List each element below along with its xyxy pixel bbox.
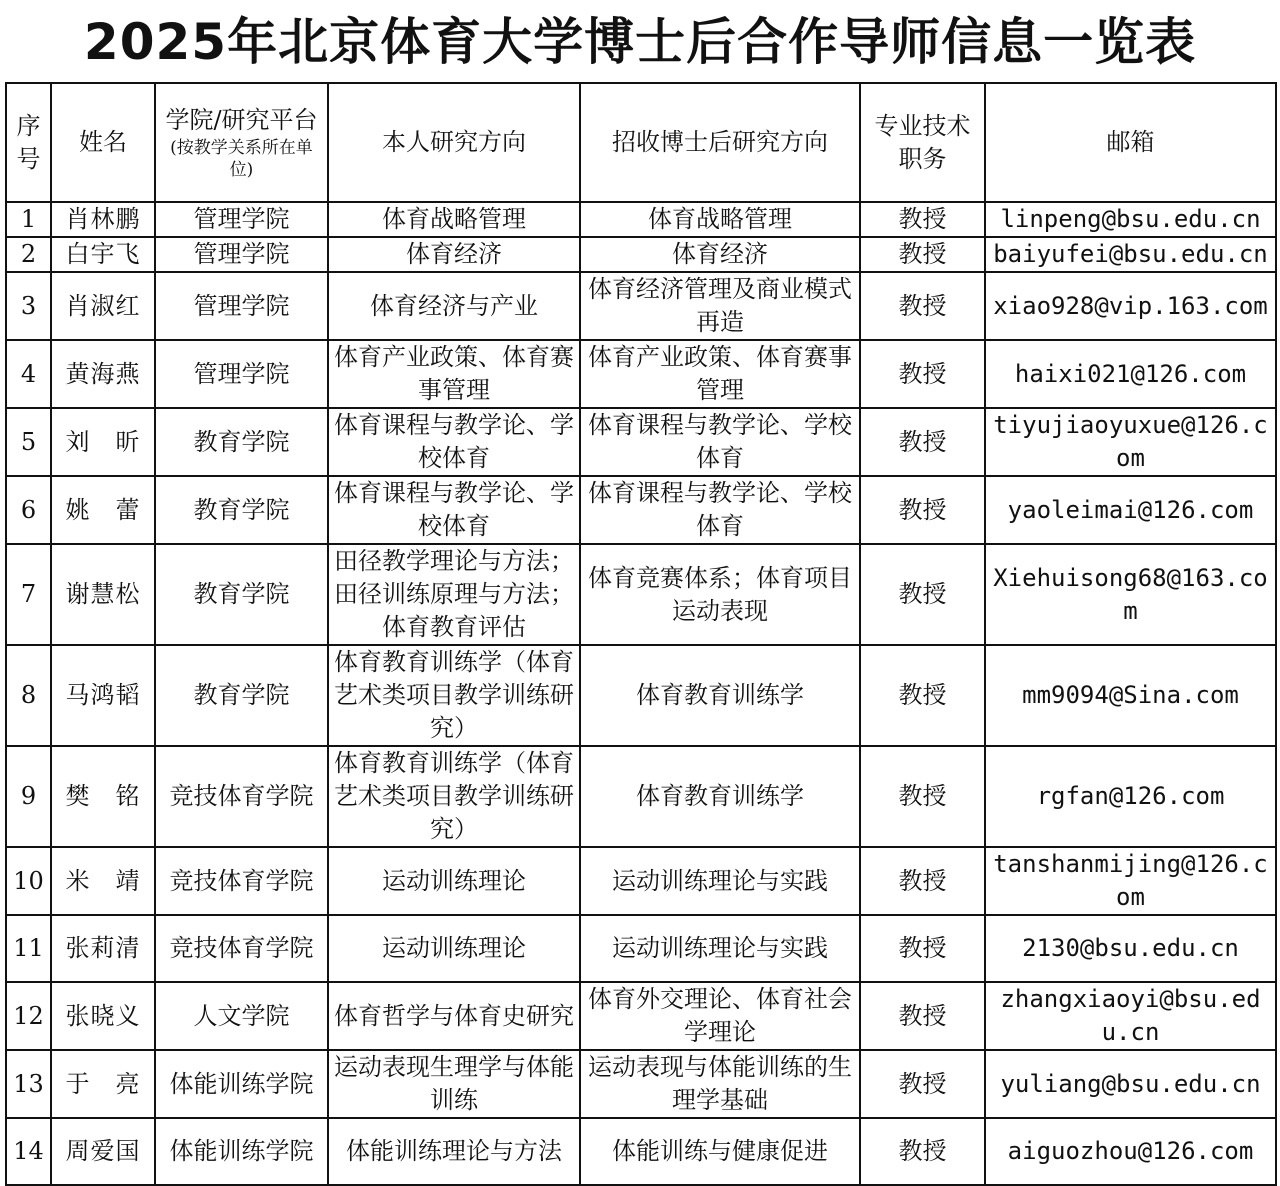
research-cell: 运动训练理论 [328,915,580,982]
name-cell: 于 亮 [51,1050,155,1118]
college-cell: 竞技体育学院 [155,847,328,915]
page-title: 2025年北京体育大学博士后合作导师信息一览表 [83,13,1197,71]
research-cell: 体育战略管理 [328,202,580,237]
research-cell: 田径教学理论与方法；田径训练原理与方法；体育教育评估 [328,544,580,645]
header-name: 姓名 [51,83,155,202]
index-cell: 7 [6,544,51,645]
index-cell: 2 [6,237,51,272]
college-cell: 教育学院 [155,544,328,645]
table-header-row [6,83,1276,202]
title-cell: 教授 [860,746,985,847]
name-cell: 周爱国 [51,1118,155,1185]
recruit-cell: 体育战略管理 [580,202,860,237]
research-cell: 体育课程与教学论、学校体育 [328,476,580,544]
college-cell: 教育学院 [155,408,328,476]
table-body [6,202,1276,1185]
index-cell: 11 [6,915,51,982]
recruit-cell: 体育经济 [580,237,860,272]
index-cell: 13 [6,1050,51,1118]
research-cell: 运动训练理论 [328,847,580,915]
college-cell: 教育学院 [155,645,328,746]
table-row [6,746,1276,847]
table-row [6,915,1276,982]
title-cell: 教授 [860,237,985,272]
header-college-note: (按教学关系所在单位) [170,138,313,180]
index-cell: 3 [6,272,51,340]
email-cell[interactable]: 2130@bsu.edu.cn [985,915,1276,982]
email-cell[interactable]: yuliang@bsu.edu.cn [985,1050,1276,1118]
recruit-cell: 体育经济管理及商业模式再造 [580,272,860,340]
research-cell: 体能训练理论与方法 [328,1118,580,1185]
header-title: 专业技术职务 [860,83,985,202]
recruit-cell: 运动训练理论与实践 [580,847,860,915]
college-cell: 竞技体育学院 [155,915,328,982]
college-cell: 管理学院 [155,272,328,340]
header-college-label: 学院/研究平台 [165,106,318,134]
research-cell: 体育哲学与体育史研究 [328,982,580,1050]
college-cell: 体能训练学院 [155,1050,328,1118]
recruit-cell: 体育教育训练学 [580,645,860,746]
email-cell[interactable]: mm9094@Sina.com [985,645,1276,746]
recruit-cell: 体育产业政策、体育赛事管理 [580,340,860,408]
research-cell: 体育产业政策、体育赛事管理 [328,340,580,408]
table-row [6,340,1276,408]
college-cell: 人文学院 [155,982,328,1050]
table-row [6,847,1276,915]
recruit-cell: 运动表现与体能训练的生理学基础 [580,1050,860,1118]
recruit-cell: 体能训练与健康促进 [580,1118,860,1185]
name-cell: 谢慧松 [51,544,155,645]
table-row [6,1118,1276,1185]
header-index: 序号 [6,83,51,202]
college-cell: 管理学院 [155,237,328,272]
title-cell: 教授 [860,1118,985,1185]
table-row [6,237,1276,272]
index-cell: 14 [6,1118,51,1185]
name-cell: 刘 昕 [51,408,155,476]
email-cell[interactable]: rgfan@126.com [985,746,1276,847]
email-cell[interactable]: aiguozhou@126.com [985,1118,1276,1185]
header-recruit: 招收博士后研究方向 [580,83,860,202]
title-cell: 教授 [860,915,985,982]
name-cell: 肖淑红 [51,272,155,340]
index-cell: 4 [6,340,51,408]
header-college [155,83,328,202]
recruit-cell: 运动训练理论与实践 [580,915,860,982]
name-cell: 张莉清 [51,915,155,982]
index-cell: 1 [6,202,51,237]
recruit-cell: 体育课程与教学论、学校体育 [580,408,860,476]
name-cell: 姚 蕾 [51,476,155,544]
index-cell: 8 [6,645,51,746]
name-cell: 樊 铭 [51,746,155,847]
email-cell[interactable]: tiyujiaoyuxue@126.com [985,408,1276,476]
table-row [6,1050,1276,1118]
title-cell: 教授 [860,847,985,915]
table-row [6,476,1276,544]
email-cell[interactable]: baiyufei@bsu.edu.cn [985,237,1276,272]
email-cell[interactable]: haixi021@126.com [985,340,1276,408]
recruit-cell: 体育教育训练学 [580,746,860,847]
index-cell: 9 [6,746,51,847]
email-cell[interactable]: yaoleimai@126.com [985,476,1276,544]
index-cell: 6 [6,476,51,544]
research-cell: 体育经济与产业 [328,272,580,340]
research-cell: 运动表现生理学与体能训练 [328,1050,580,1118]
title-cell: 教授 [860,476,985,544]
email-cell[interactable]: linpeng@bsu.edu.cn [985,202,1276,237]
title-cell: 教授 [860,982,985,1050]
name-cell: 肖林鹏 [51,202,155,237]
research-cell: 体育经济 [328,237,580,272]
name-cell: 黄海燕 [51,340,155,408]
research-cell: 体育课程与教学论、学校体育 [328,408,580,476]
recruit-cell: 体育课程与教学论、学校体育 [580,476,860,544]
table-row [6,645,1276,746]
title-cell: 教授 [860,544,985,645]
email-cell[interactable]: xiao928@vip.163.com [985,272,1276,340]
email-cell[interactable]: zhangxiaoyi@bsu.edu.cn [985,982,1276,1050]
college-cell: 竞技体育学院 [155,746,328,847]
index-cell: 5 [6,408,51,476]
table-row [6,408,1276,476]
research-cell: 体育教育训练学（体育艺术类项目教学训练研究） [328,645,580,746]
title-cell: 教授 [860,272,985,340]
header-email: 邮箱 [985,83,1276,202]
table-row [6,982,1276,1050]
college-cell: 管理学院 [155,202,328,237]
recruit-cell: 体育竞赛体系；体育项目运动表现 [580,544,860,645]
title-cell: 教授 [860,202,985,237]
college-cell: 体能训练学院 [155,1118,328,1185]
table-row [6,202,1276,237]
index-cell: 12 [6,982,51,1050]
email-cell[interactable]: tanshanmijing@126.com [985,847,1276,915]
college-cell: 管理学院 [155,340,328,408]
index-cell: 10 [6,847,51,915]
title-cell: 教授 [860,340,985,408]
name-cell: 张晓义 [51,982,155,1050]
email-cell[interactable]: Xiehuisong68@163.com [985,544,1276,645]
table-row [6,272,1276,340]
header-research: 本人研究方向 [328,83,580,202]
supervisor-table [5,82,1277,1186]
title-cell: 教授 [860,1050,985,1118]
name-cell: 白宇飞 [51,237,155,272]
research-cell: 体育教育训练学（体育艺术类项目教学训练研究） [328,746,580,847]
name-cell: 米 靖 [51,847,155,915]
title-cell: 教授 [860,645,985,746]
title-cell: 教授 [860,408,985,476]
recruit-cell: 体育外交理论、体育社会学理论 [580,982,860,1050]
table-row [6,544,1276,645]
college-cell: 教育学院 [155,476,328,544]
name-cell: 马鸿韬 [51,645,155,746]
